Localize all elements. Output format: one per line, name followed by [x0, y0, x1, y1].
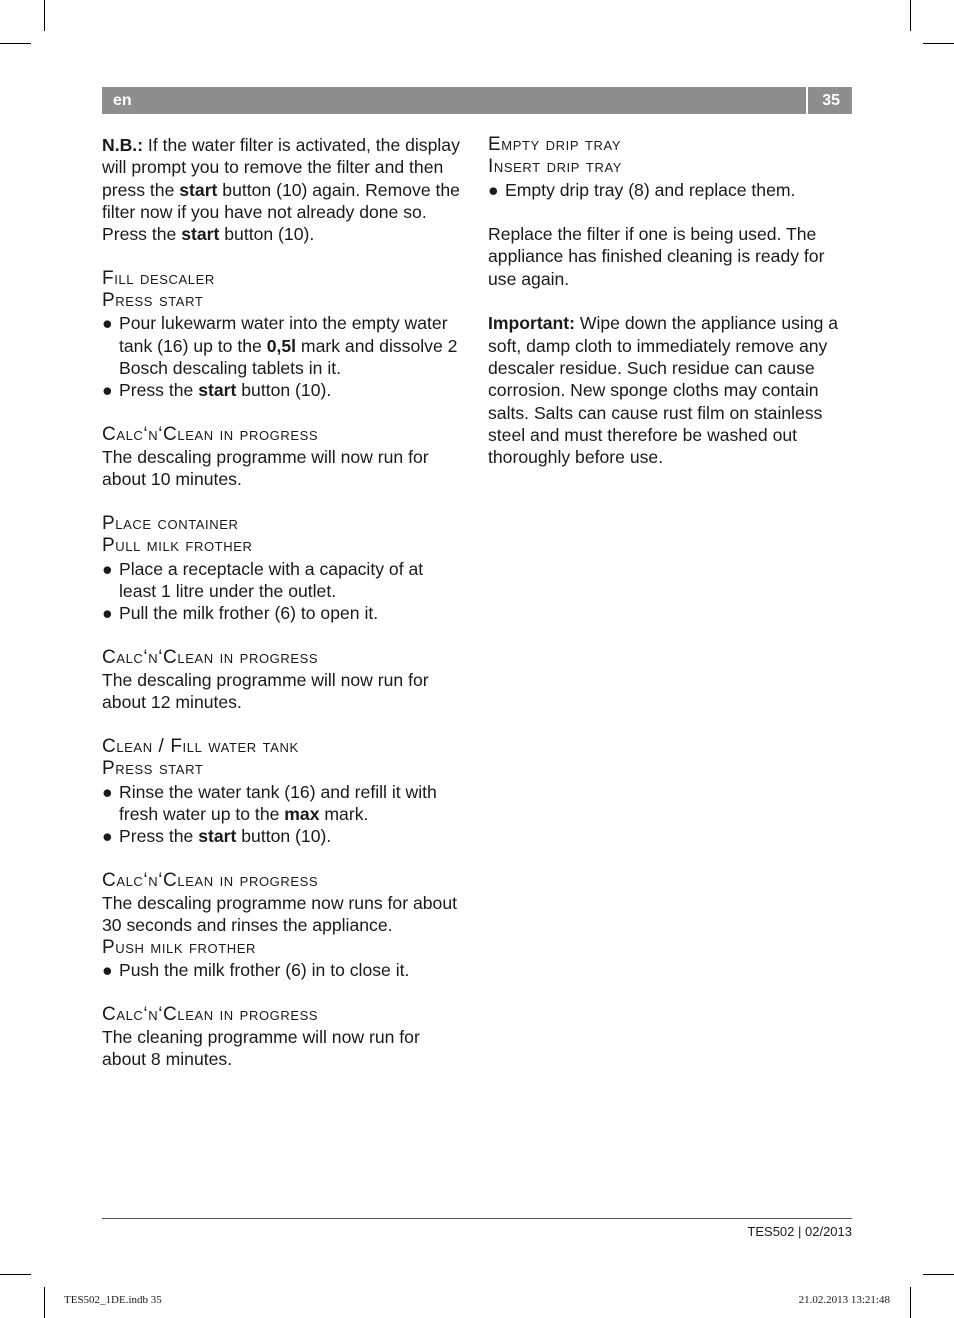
heading-empty-drip-tray: Empty drip tray — [488, 134, 622, 155]
nb-text: If the water filter is activated, the display will prompt you to remove the filter and then press the — [102, 135, 460, 200]
bullet-icon: ● — [102, 380, 113, 401]
bold-text: 0,5l — [266, 335, 297, 356]
bold-text: max — [284, 803, 320, 824]
crop-mark — [44, 1287, 45, 1318]
crop-mark — [923, 1274, 954, 1275]
heading-fill-descaler: Fill descaler — [102, 267, 215, 289]
heading-calc-clean: Calc‘n‘Clean in progress — [102, 423, 319, 445]
bullet-icon: ● — [102, 603, 113, 624]
list-item — [102, 312, 464, 379]
list-item — [102, 558, 464, 603]
heading-push-milk-frother: Push milk frother — [102, 936, 257, 958]
text: Push the milk frother (6) in to close it. — [119, 959, 410, 980]
text: mark and dissolve 2 Bosch descaling tablets in it. — [119, 335, 458, 378]
heading-pull-milk-frother: Pull milk frother — [102, 535, 253, 557]
print-slug-date: 21.02.2013 13:21:48 — [798, 1294, 890, 1306]
nb-label: N.B.: — [102, 135, 144, 155]
heading-clean-fill-water-tank: Clean / Fill water tank — [102, 736, 299, 758]
crop-mark — [44, 0, 45, 31]
text: Pour lukewarm water into the empty water tank (16) up to the — [119, 313, 448, 356]
list-item — [488, 179, 852, 201]
print-slug-file: TES502_1DE.indb 35 — [64, 1294, 162, 1306]
text: button (10). — [236, 380, 332, 401]
text: mark. — [319, 803, 369, 824]
page-number: 35 — [822, 92, 840, 109]
left-column — [102, 134, 464, 1070]
bullet-list — [102, 781, 464, 848]
nb-paragraph — [102, 134, 464, 223]
crop-mark — [910, 1287, 911, 1318]
heading-calc-clean: Calc‘n‘Clean in progress — [102, 1003, 319, 1025]
heading-press-start: Press start — [102, 290, 204, 312]
important-text: Wipe down the appliance using a soft, damp cloth to immediately remove any descaler residue. Such residue can cause corrosion. New sponge cloths may contain salts. Salts can cause rust film on stainless steel and must therefore be washed out thoroughly before use. — [488, 313, 839, 468]
heading-calc-clean: Calc‘n‘Clean in progress — [102, 646, 319, 668]
list-item — [102, 825, 464, 847]
page-header-bar — [102, 87, 852, 114]
bullet-icon: ● — [102, 558, 113, 579]
document-code: TES502 | 02/2013 — [747, 1224, 852, 1239]
heading-place-container: Place container — [102, 513, 239, 535]
bold-text: start — [198, 826, 237, 847]
important-paragraph — [488, 312, 852, 468]
text: Press the — [102, 224, 182, 245]
right-column — [488, 134, 852, 468]
bold-text: start — [198, 380, 237, 401]
paragraph: Replace the filter if one is being used. The appliance has finished cleaning is ready for use again. — [488, 224, 825, 289]
nb-press-start — [102, 223, 464, 245]
crop-mark — [910, 0, 911, 31]
page-number-box — [806, 87, 852, 114]
bullet-icon: ● — [488, 179, 499, 200]
text: button (10). — [236, 826, 332, 847]
crop-mark — [0, 1274, 31, 1275]
heading-calc-clean: Calc‘n‘Clean in progress — [102, 869, 319, 891]
text: Press the — [119, 826, 199, 847]
bullet-icon: ● — [102, 781, 113, 802]
heading-press-start: Press start — [102, 758, 204, 780]
bullet-list — [102, 959, 464, 981]
text: button (10). — [219, 224, 315, 245]
paragraph: The descaling programme will now run for about 10 minutes. — [102, 447, 429, 490]
paragraph: The cleaning programme will now run for about 8 minutes. — [102, 1026, 420, 1070]
list-item — [102, 602, 464, 624]
footer-divider — [102, 1218, 852, 1219]
nb-text-2: button (10) again. Remove the filter now if you have not already done so. — [102, 179, 460, 222]
bold-start: start — [181, 224, 220, 245]
text: Press the — [119, 380, 199, 401]
bullet-icon: ● — [102, 313, 113, 334]
list-item — [102, 379, 464, 401]
text: Rinse the water tank (16) and refill it with fresh water up to the — [119, 781, 437, 824]
crop-mark — [923, 43, 954, 44]
bullet-icon: ● — [102, 826, 113, 847]
paragraph: The descaling programme will now run for about 12 minutes. — [102, 670, 429, 713]
nb-bold-start: start — [179, 179, 218, 200]
text: Empty drip tray (8) and replace them. — [505, 179, 796, 200]
bullet-list — [102, 312, 464, 401]
text: Pull the milk frother (6) to open it. — [119, 603, 379, 624]
bullet-icon: ● — [102, 959, 113, 980]
heading-insert-drip-tray: Insert drip tray — [488, 156, 623, 178]
bullet-list — [102, 558, 464, 625]
important-label: Important: — [488, 313, 575, 334]
paragraph: The descaling programme now runs for about 30 seconds and rinses the appliance. — [102, 893, 457, 936]
list-item — [102, 959, 464, 981]
text: Place a receptacle with a capacity of at least 1 litre under the outlet. — [119, 558, 424, 601]
bullet-list — [488, 179, 852, 201]
language-code: en — [113, 92, 132, 109]
list-item — [102, 781, 464, 826]
crop-mark — [0, 43, 31, 44]
